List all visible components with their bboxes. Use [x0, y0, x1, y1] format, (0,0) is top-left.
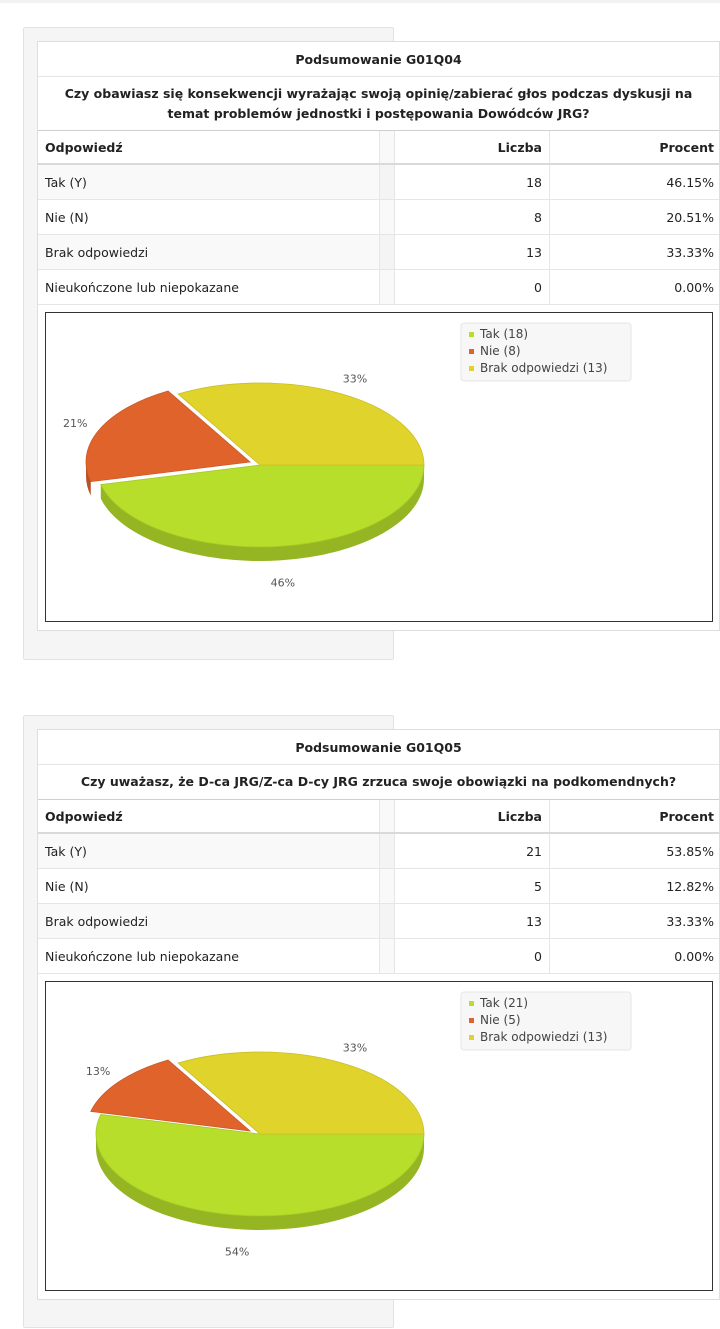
pie-chart [45, 312, 713, 622]
count-cell: 0 [394, 939, 549, 973]
table-header-row [38, 800, 719, 834]
header-percent: Procent [549, 131, 720, 163]
percent-cell: 46.15% [549, 165, 720, 199]
answer-cell: Nie (N) [45, 209, 89, 225]
header-count: Liczba [394, 800, 549, 832]
chart-area [38, 974, 719, 1299]
question-text: Czy obawiasz się konsekwencji wyrażając swoją opinię/zabierać głos podczas dyskusji na temat problemów jednostki i postępowania Dowódców JRG? [38, 77, 719, 131]
percent-cell: 0.00% [549, 939, 720, 973]
legend-swatch-brak [469, 1035, 474, 1040]
percent-cell: 53.85% [549, 834, 720, 868]
legend-swatch-tak [469, 1001, 474, 1006]
legend-item-brak: Brak odpowiedzi (13) [480, 1030, 608, 1044]
answer-cell: Nie (N) [45, 878, 89, 894]
percent-cell: 33.33% [549, 904, 720, 938]
table-row [38, 869, 719, 904]
legend-item-nie: Nie (8) [480, 344, 521, 358]
count-cell: 8 [394, 200, 549, 234]
percent-cell: 12.82% [549, 869, 720, 903]
header-count: Liczba [394, 131, 549, 163]
table-row [38, 834, 719, 869]
table-row [38, 165, 719, 200]
chart-legend [461, 992, 631, 1050]
percent-cell: 33.33% [549, 235, 720, 269]
legend-swatch-nie [469, 1018, 474, 1023]
summary-title: Podsumowanie G01Q04 [38, 42, 719, 77]
legend-item-tak: Tak (21) [480, 996, 529, 1010]
legend-swatch-brak [469, 366, 474, 371]
answer-cell: Nieukończone lub niepokazane [45, 948, 239, 964]
count-cell: 5 [394, 869, 549, 903]
table-row [38, 200, 719, 235]
legend-item-brak: Brak odpowiedzi (13) [480, 361, 608, 375]
header-answer: Odpowiedź [45, 808, 123, 824]
count-cell: 13 [394, 904, 549, 938]
slice-percent-label: 46% [270, 576, 296, 590]
legend-swatch-tak [469, 332, 474, 337]
pie-chart-svg [46, 313, 712, 621]
answer-cell: Nieukończone lub niepokazane [45, 279, 239, 295]
summary-table [37, 729, 720, 1300]
chart-legend [461, 323, 631, 381]
header-answer: Odpowiedź [45, 139, 123, 155]
legend-item-nie: Nie (5) [480, 1013, 521, 1027]
legend-swatch-nie [469, 349, 474, 354]
answer-cell: Tak (Y) [38, 834, 379, 868]
legend-item-tak: Tak (18) [480, 327, 529, 341]
question-text: Czy uważasz, że D-ca JRG/Z-ca D-cy JRG zrzuca swoje obowiązki na podkomendnych? [38, 765, 719, 800]
slice-percent-label: 33% [342, 1041, 368, 1055]
count-cell: 18 [394, 165, 549, 199]
pie-chart-svg [46, 982, 712, 1290]
slice-percent-label: 33% [342, 372, 368, 386]
table-row [38, 270, 719, 305]
answer-cell: Brak odpowiedzi [38, 904, 379, 938]
table-row [38, 904, 719, 939]
table-row [38, 939, 719, 974]
answer-cell: Brak odpowiedzi [38, 235, 379, 269]
top-border [0, 0, 720, 3]
pie-chart [45, 981, 713, 1291]
table-header-row [38, 131, 719, 165]
header-percent: Procent [549, 800, 720, 832]
slice-percent-label: 21% [62, 416, 88, 430]
summary-title: Podsumowanie G01Q05 [38, 730, 719, 765]
count-cell: 21 [394, 834, 549, 868]
count-cell: 0 [394, 270, 549, 304]
count-cell: 13 [394, 235, 549, 269]
table-row [38, 235, 719, 270]
slice-percent-label: 13% [85, 1064, 111, 1078]
answer-cell: Tak (Y) [38, 165, 379, 199]
percent-cell: 20.51% [549, 200, 720, 234]
percent-cell: 0.00% [549, 270, 720, 304]
chart-area [38, 305, 719, 630]
summary-table [37, 41, 720, 631]
slice-percent-label: 54% [224, 1245, 250, 1259]
